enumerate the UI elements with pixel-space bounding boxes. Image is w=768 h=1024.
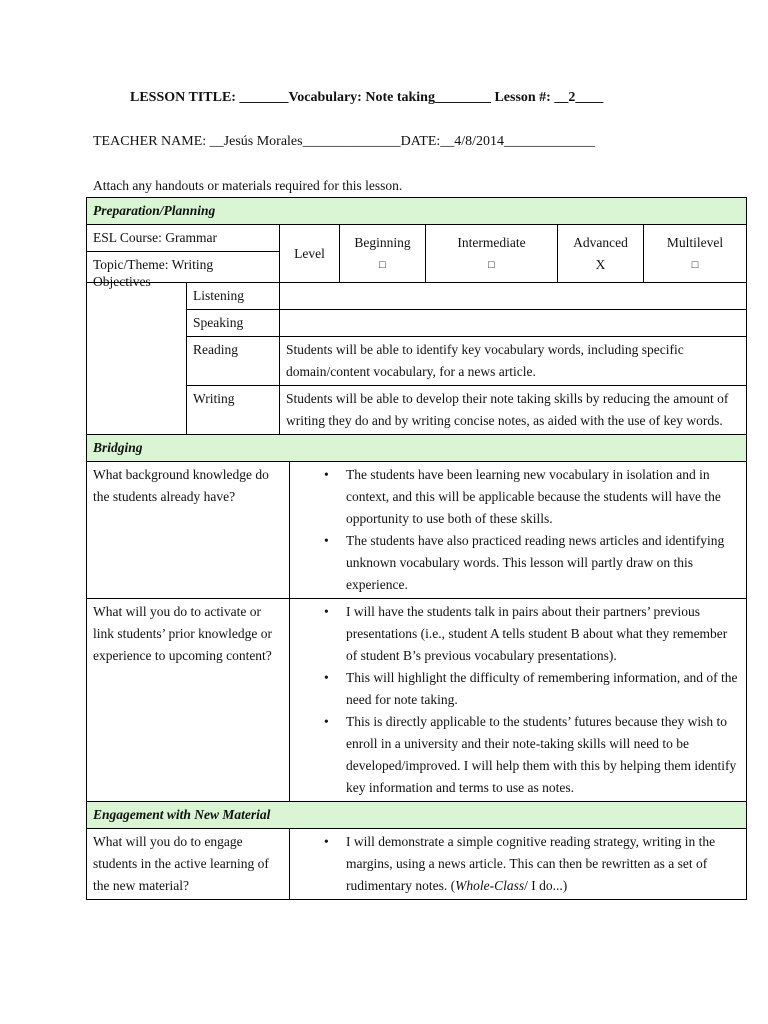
bridging-answer <box>290 462 747 599</box>
section-heading: Engagement with New Material <box>87 802 747 829</box>
bridging-answer <box>290 599 747 802</box>
level-beginning <box>340 225 426 283</box>
bullet-item: • I will demonstrate a simple cognitive reading strategy, writing in the margins, using a news article. This can then be rewritten as a set of rudimentary notes. (Whole-Class/ I do...) <box>346 831 740 897</box>
engagement-answer <box>290 829 747 900</box>
course-row <box>87 225 747 252</box>
section-engagement <box>87 802 747 829</box>
objective-skill: Speaking <box>187 310 280 337</box>
engagement-row <box>87 829 747 900</box>
bridging-row <box>87 599 747 802</box>
engagement-question: What will you do to engage students in the active learning of the new material? <box>87 829 290 900</box>
bullet-item: • The students have also practiced reading news articles and identifying unknown vocabulary words. This lesson will partly draw on this experience. <box>346 530 740 596</box>
level-label-text: Multilevel <box>666 234 724 250</box>
checkbox-icon: □ <box>379 258 386 271</box>
lesson-title-line: LESSON TITLE: _______Vocabulary: Note taking________ Lesson #: __2____ <box>130 90 604 105</box>
bridging-row <box>87 462 747 599</box>
teacher-line: TEACHER NAME: __Jesús Morales______________DATE:__4/8/2014_____________ <box>93 134 596 149</box>
bullet-item: • The students have been learning new vocabulary in isolation and in context, and this will be applicable because the students will have the opportunity to use both of these skills. <box>346 464 740 530</box>
level-mark: X <box>595 256 606 272</box>
objective-text <box>280 310 747 337</box>
course-cell: ESL Course: Grammar <box>87 225 280 252</box>
level-label-text: Intermediate <box>457 234 526 250</box>
bullet-item: • I will have the students talk in pairs about their partners’ previous presentations (i.e., student A tells student B about what they remember of student B’s previous vocabulary presentations). <box>346 601 740 667</box>
checkbox-icon: □ <box>488 258 495 271</box>
lesson-plan-table <box>86 197 747 900</box>
section-heading: Bridging <box>87 435 747 462</box>
objective-skill: Reading <box>187 337 280 386</box>
objective-text: Students will be able to identify key vocabulary words, including specific domain/content vocabulary, for a news article. <box>280 337 747 386</box>
bullet-item: • This is directly applicable to the students’ futures because they wish to enroll in a university and their note-taking skills will need to be developed/improved. I will help them with this by helping them identify key information and terms to use as notes. <box>346 711 740 799</box>
bullet-item: • This will highlight the difficulty of remembering information, and of the need for note taking. <box>346 667 740 711</box>
objective-text <box>280 283 747 310</box>
level-label-text: Advanced <box>573 234 628 250</box>
level-intermediate <box>426 225 558 283</box>
section-heading: Preparation/Planning <box>87 198 747 225</box>
level-label: Level <box>280 225 340 283</box>
level-advanced <box>558 225 644 283</box>
objective-text: Students will be able to develop their note taking skills by reducing the amount of writing they do and by writing concise notes, as aided with the use of key words. <box>280 386 747 435</box>
section-bridging <box>87 435 747 462</box>
objectives-label: Objectives <box>87 283 187 435</box>
objective-row <box>87 283 747 310</box>
bridging-question: What will you do to activate or link students’ prior knowledge or experience to upcoming content? <box>87 599 290 802</box>
level-multilevel <box>644 225 747 283</box>
section-preparation <box>87 198 747 225</box>
attach-note: Attach any handouts or materials required for this lesson. <box>93 178 403 193</box>
objective-skill: Writing <box>187 386 280 435</box>
topic-cell: Topic/Theme: Writing <box>87 252 280 283</box>
objective-skill: Listening <box>187 283 280 310</box>
emphasis-text: Whole-Class <box>455 878 525 893</box>
level-label-text: Beginning <box>354 234 411 250</box>
checkbox-icon: □ <box>691 258 699 271</box>
bridging-question: What background knowledge do the students already have? <box>87 462 290 599</box>
